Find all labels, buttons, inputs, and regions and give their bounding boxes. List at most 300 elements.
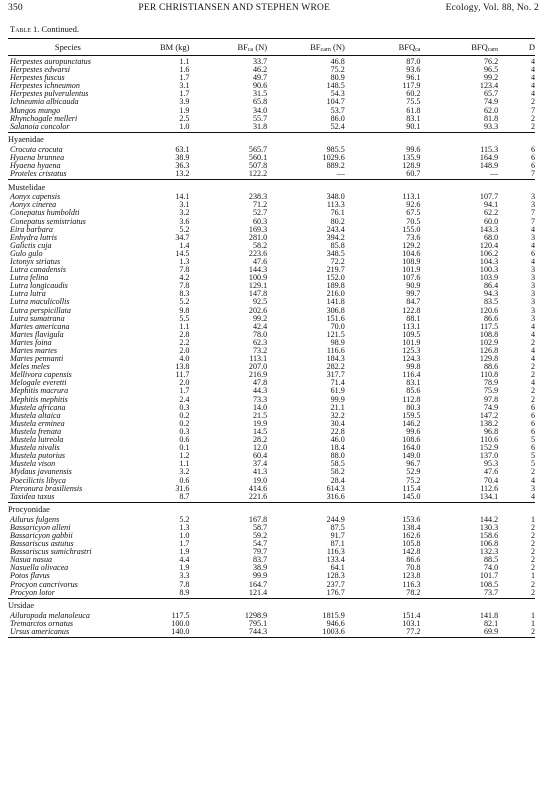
value-cell: 73.7 [420,589,498,599]
value-cell: 110.8 [480,370,499,380]
table-row [8,90,535,98]
value-cell: 3 [530,313,535,323]
value-cell: 72.2 [330,256,345,266]
species-cell: Gulo gulo [10,248,43,258]
value-cell: 135.9 [402,152,421,162]
value-cell: 38.9 [175,152,190,162]
species-cell: Martes pennanti [10,354,64,364]
table-row [8,298,535,306]
value-cell: 348.5 [326,248,345,258]
value-cell: 4 [530,65,535,75]
value-cell: 1003.6 [267,628,345,638]
value-cell: 316.6 [267,493,345,503]
value-cell: 1.9 [179,105,190,115]
value-cell: 103.9 [479,273,499,283]
value-cell: 90.1 [345,123,421,133]
table-row [8,628,535,638]
value-cell: 123.4 [479,81,499,91]
value-cell: 61.9 [330,386,345,396]
value-cell: 78.0 [252,329,268,339]
value-cell: 83.1 [406,378,421,388]
header-row [8,39,535,56]
species-cell: Mephitis mephitis [10,394,68,404]
value-cell: 113.1 [402,192,421,202]
species-cell: Ursus americanus [8,628,128,638]
value-cell: 144.2 [479,514,499,524]
table-row [8,428,535,436]
value-cell: 126.8 [479,346,499,355]
table-caption-text: Continued. [41,24,80,34]
value-cell: 6 [530,443,535,453]
species-cell: Lutra longicaudis [10,281,68,291]
value-cell: 4 [530,475,535,485]
species-cell: Potos flavus [10,571,50,581]
value-cell: 1.4 [179,240,190,250]
value-cell: 2 [530,97,535,107]
value-cell: 5 [530,451,535,461]
table-row [8,66,535,74]
value-cell: 96.1 [406,73,421,83]
value-cell: 167.8 [248,514,268,524]
species-cell: Lutra maculicollis [10,297,70,307]
table-row [8,460,535,468]
value-cell: 70.0 [330,321,345,331]
value-cell: 14.5 [175,248,190,258]
value-cell: 2 [530,539,535,549]
value-cell: 75.9 [483,386,499,396]
value-cell: 795.1 [248,618,268,628]
table-row [8,315,535,323]
value-cell: 73.6 [406,232,421,242]
table-row [8,436,535,444]
value-cell: 86.6 [406,555,421,565]
value-cell: 1.7 [179,539,190,549]
species-cell: Martes americana [10,321,70,331]
value-cell: 1.1 [179,57,190,66]
value-cell: 1 [530,618,535,628]
value-cell: 129.1 [248,281,268,291]
table-label: Table 1. [10,24,40,34]
value-cell: 164.7 [248,579,268,589]
value-cell: 87.1 [330,539,345,549]
value-cell: 138.4 [402,522,421,532]
value-cell: 2 [530,547,535,557]
value-cell: 4 [530,354,535,364]
value-cell: 74.9 [483,97,499,107]
column-header: Species [8,39,128,56]
value-cell: 2 [530,394,535,404]
value-cell: 176.7 [267,589,345,599]
value-cell: 142.8 [402,547,421,557]
value-cell: 153.6 [402,514,421,524]
value-cell: 101.7 [479,571,499,581]
species-cell: Taxidea taxus [8,493,128,503]
table-row [8,620,535,628]
value-cell: 47.8 [252,378,268,388]
table-row [8,266,535,274]
value-cell: 5.2 [179,297,190,307]
value-cell: — [420,170,498,180]
value-cell: 85.8 [330,240,345,250]
value-cell: 92.5 [252,297,268,307]
value-cell: 3 [530,273,535,283]
value-cell: 306.8 [326,305,345,315]
value-cell: 122.2 [189,170,267,180]
value-cell: 14.1 [175,192,190,202]
species-cell: Nasua nasua [10,555,53,565]
family-name: Hyaenidae [8,135,44,145]
species-cell: Herpestes edwarsi [10,65,71,75]
value-cell: 1.3 [179,256,190,266]
value-cell: 3.2 [179,467,190,477]
value-cell: 115.4 [402,483,421,493]
value-cell: 148.9 [479,161,499,171]
value-cell: 4 [530,329,535,339]
value-cell: 6 [530,161,535,171]
species-cell: Martes foina [10,337,52,347]
value-cell: 4 [530,224,535,234]
value-cell: 3.9 [179,97,190,107]
value-cell: 69.9 [420,628,498,638]
value-cell: 1.7 [179,386,190,396]
table-row [8,532,535,540]
value-cell: 67.5 [406,208,421,218]
species-cell: Lutra sumatrana [10,313,65,323]
table-row [8,98,535,106]
value-cell: 76.1 [330,208,345,218]
table-row [8,218,535,226]
table-row [8,74,535,82]
value-cell: 100.0 [171,618,190,628]
table-row [8,193,535,201]
species-cell: Ictonyx striatus [10,256,61,266]
value-cell: 1815.9 [322,610,345,620]
value-cell: 151.4 [402,610,421,620]
table-row [8,146,535,154]
value-cell: 3 [530,289,535,299]
value-cell: 36.3 [175,161,190,171]
value-cell: 1 [530,610,535,620]
species-cell: Martes martes [10,346,57,355]
species-cell: Procyon cancrivorus [10,579,78,589]
value-cell: 1.1 [179,321,190,331]
value-cell: 122.8 [402,305,421,315]
value-cell: 159.5 [402,410,421,420]
value-cell: 985.5 [326,144,345,154]
value-cell: 2 [530,370,535,380]
table-row [8,201,535,209]
table-row [8,363,535,371]
table-row [8,524,535,532]
value-cell: 129.8 [479,354,499,364]
value-cell: 147.2 [479,410,499,420]
value-cell: 1.3 [179,522,190,532]
value-cell: 107.6 [402,273,421,283]
species-cell: Bassariscus sumichrastri [10,547,92,557]
value-cell: 1.1 [179,459,190,469]
value-cell: 31.8 [189,123,267,133]
value-cell: 21.5 [252,410,268,420]
value-cell: 96.7 [406,459,421,469]
value-cell: 0.3 [179,402,190,412]
value-cell: 3 [530,200,535,210]
value-cell: 281.0 [248,232,268,242]
table-row [8,282,535,290]
value-cell: 128.3 [326,571,345,581]
table-row [8,331,535,339]
species-cell: Mephitis macrura [10,386,69,396]
value-cell: 244.9 [326,514,345,524]
value-cell: 1.9 [179,563,190,573]
species-cell: Bassaricyon alleni [10,522,71,532]
value-cell: 2.2 [179,337,190,347]
table-row [8,485,535,493]
value-cell: 0.2 [179,418,190,428]
species-cell: Bassariscus astutus [10,539,74,549]
value-cell: 52.9 [406,467,421,477]
value-cell: 98.9 [330,337,345,347]
species-cell: Melogale everetti [10,378,67,388]
table-row [8,234,535,242]
value-cell: 42.4 [252,321,268,331]
value-cell: 61.8 [406,105,421,115]
value-cell: 8.7 [128,493,190,503]
value-cell: 28.4 [330,475,345,485]
value-cell: 4 [530,73,535,83]
value-cell: 2 [530,522,535,532]
value-cell: 86.6 [483,313,499,323]
value-cell: 2.5 [179,113,190,123]
species-cell: Enhydra lutris [10,232,57,242]
value-cell: 99.6 [406,144,421,154]
value-cell: 7.8 [179,265,190,275]
value-cell: 71.2 [252,200,268,210]
value-cell: 121.4 [189,589,267,599]
value-cell: 0.1 [179,443,190,453]
value-cell: 4 [530,256,535,266]
table-row [8,258,535,266]
table-row [8,379,535,387]
value-cell: 223.6 [248,248,268,258]
species-cell: Martes flavigula [10,329,64,339]
value-cell: 14.5 [252,426,268,436]
value-cell: 93.3 [420,123,498,133]
value-cell: 117.5 [171,610,190,620]
table-row [8,420,535,428]
table-row [8,556,535,564]
value-cell: 90.9 [406,281,421,291]
species-cell: Mustela altaica [10,410,61,420]
value-cell: 30.4 [330,418,345,428]
value-cell: 59.2 [252,530,268,540]
value-cell: 73.3 [252,394,268,404]
table-row [8,307,535,315]
value-cell: 65.8 [252,97,268,107]
value-cell: 144.3 [248,265,268,275]
value-cell: 75.2 [406,475,421,485]
value-cell: 52.4 [267,123,345,133]
value-cell: 169.3 [248,224,268,234]
table-row [8,170,535,180]
species-cell: Meles meles [10,362,50,372]
value-cell: 2 [498,628,535,638]
bite-force-table [8,38,535,638]
value-cell: 47.6 [483,467,499,477]
value-cell: 103.1 [402,618,421,628]
value-cell: 216.0 [326,289,345,299]
table-row [8,274,535,282]
column-header: $BF_{ca}$ (N) [189,39,267,56]
value-cell: 47.6 [252,256,268,266]
family-row [8,132,535,146]
value-cell: 237.7 [326,579,345,589]
value-cell: 84.7 [406,297,421,307]
value-cell: 54.3 [330,89,345,99]
species-cell: Herpestes fuscus [10,73,65,83]
value-cell: 6 [530,426,535,436]
value-cell: 113.3 [326,200,345,210]
value-cell: 38.9 [252,563,268,573]
table-caption [10,24,79,34]
value-cell: 4 [530,89,535,99]
value-cell: 116.3 [402,579,421,589]
value-cell: 6 [530,152,535,162]
value-cell: 134.1 [420,493,498,503]
table-row [8,564,535,572]
value-cell: 75.2 [330,65,345,75]
value-cell: 33.7 [252,57,268,66]
value-cell: 106.2 [479,248,499,258]
species-cell: Lutra lutra [10,289,46,299]
value-cell: 105.8 [402,539,421,549]
value-cell: 90.6 [252,81,268,91]
value-cell: 2.0 [179,346,190,355]
table-row [8,56,535,67]
species-cell: Lutra canadensis [10,265,66,275]
value-cell: 3.1 [179,81,190,91]
species-cell: Rhynchogale melleri [10,113,78,123]
value-cell: 101.9 [402,337,421,347]
value-cell: 5.5 [179,313,190,323]
value-cell: 120.6 [479,305,499,315]
value-cell: 3 [530,305,535,315]
value-cell: 75.5 [406,97,421,107]
species-cell: Procyon lotor [8,589,128,599]
value-cell: 137.0 [479,451,499,461]
value-cell: 1.2 [179,451,190,461]
species-cell: Hyaena hyaena [10,161,61,171]
value-cell: 946.6 [326,618,345,628]
value-cell: 80.3 [406,402,421,412]
value-cell: 6 [530,248,535,258]
table-row [8,209,535,217]
value-cell: 130.3 [479,522,499,532]
value-cell: 97.8 [483,394,499,404]
species-cell: Aonyx capensis [10,192,61,202]
value-cell: 78.2 [345,589,421,599]
value-cell: 73.2 [252,346,268,355]
value-cell: 13.8 [175,362,190,372]
column-header: BM (kg) [128,39,190,56]
value-cell: 107.7 [479,192,499,202]
value-cell: 54.7 [252,539,268,549]
value-cell: 2 [530,530,535,540]
value-cell: 1029.6 [322,152,345,162]
value-cell: 32.2 [330,410,345,420]
value-cell: 70.8 [406,563,421,573]
value-cell: 116.3 [326,547,345,557]
value-cell: 4 [530,240,535,250]
table-row [8,493,535,503]
value-cell: 93.6 [406,65,421,75]
value-cell: 4 [530,321,535,331]
value-cell: 2 [530,362,535,372]
value-cell: 88.6 [483,362,499,372]
value-cell: 5.2 [179,224,190,234]
value-cell: 140.0 [128,628,190,638]
value-cell: 8.9 [128,589,190,599]
value-cell: 614.3 [326,483,345,493]
value-cell: 83.5 [483,297,499,307]
value-cell: 507.8 [248,161,268,171]
value-cell: 28.2 [252,435,268,445]
value-cell: 115.3 [480,144,499,154]
value-cell: 108.6 [402,435,421,445]
value-cell: 8.3 [179,289,190,299]
table-row [8,347,535,355]
value-cell: 4.2 [179,273,190,283]
table-row [8,290,535,298]
species-cell: Crocuta crocuta [10,144,63,154]
table-row [8,115,535,123]
value-cell: 3.3 [179,571,190,581]
value-cell: 123.8 [402,571,421,581]
journal-citation: Ecology, Vol. 88, No. 2 [445,3,539,13]
value-cell: 91.7 [330,530,345,540]
value-cell: 58.5 [330,459,345,469]
value-cell: 151.6 [326,313,345,323]
value-cell: 79.7 [252,547,268,557]
value-cell: 62.2 [483,208,499,218]
value-cell: 76.2 [483,57,499,66]
table-body [8,56,535,638]
value-cell: 3.2 [179,208,190,218]
value-cell: 2.8 [179,329,190,339]
value-cell: 34.0 [252,105,268,115]
value-cell: 1.7 [179,73,190,83]
value-cell: 64.1 [330,563,345,573]
table-row [8,371,535,379]
value-cell: 101.9 [402,265,421,275]
value-cell: 147.8 [248,289,268,299]
value-cell: 221.6 [189,493,267,503]
value-cell: 88.5 [483,555,499,565]
value-cell: 18.4 [330,443,345,453]
table-row [8,612,535,620]
value-cell: 113.1 [249,354,268,364]
value-cell: 62.0 [483,105,499,115]
species-cell: Mustela frenata [10,426,62,436]
table-row [8,226,535,234]
value-cell: 146.2 [402,418,421,428]
value-cell: 3 [530,192,535,202]
page-number: 350 [8,3,23,13]
value-cell: 7.8 [179,281,190,291]
value-cell: 1 [530,514,535,524]
species-cell: Salanoia concolor [8,123,128,133]
value-cell: 104.3 [479,256,499,266]
value-cell: 116.4 [402,370,421,380]
